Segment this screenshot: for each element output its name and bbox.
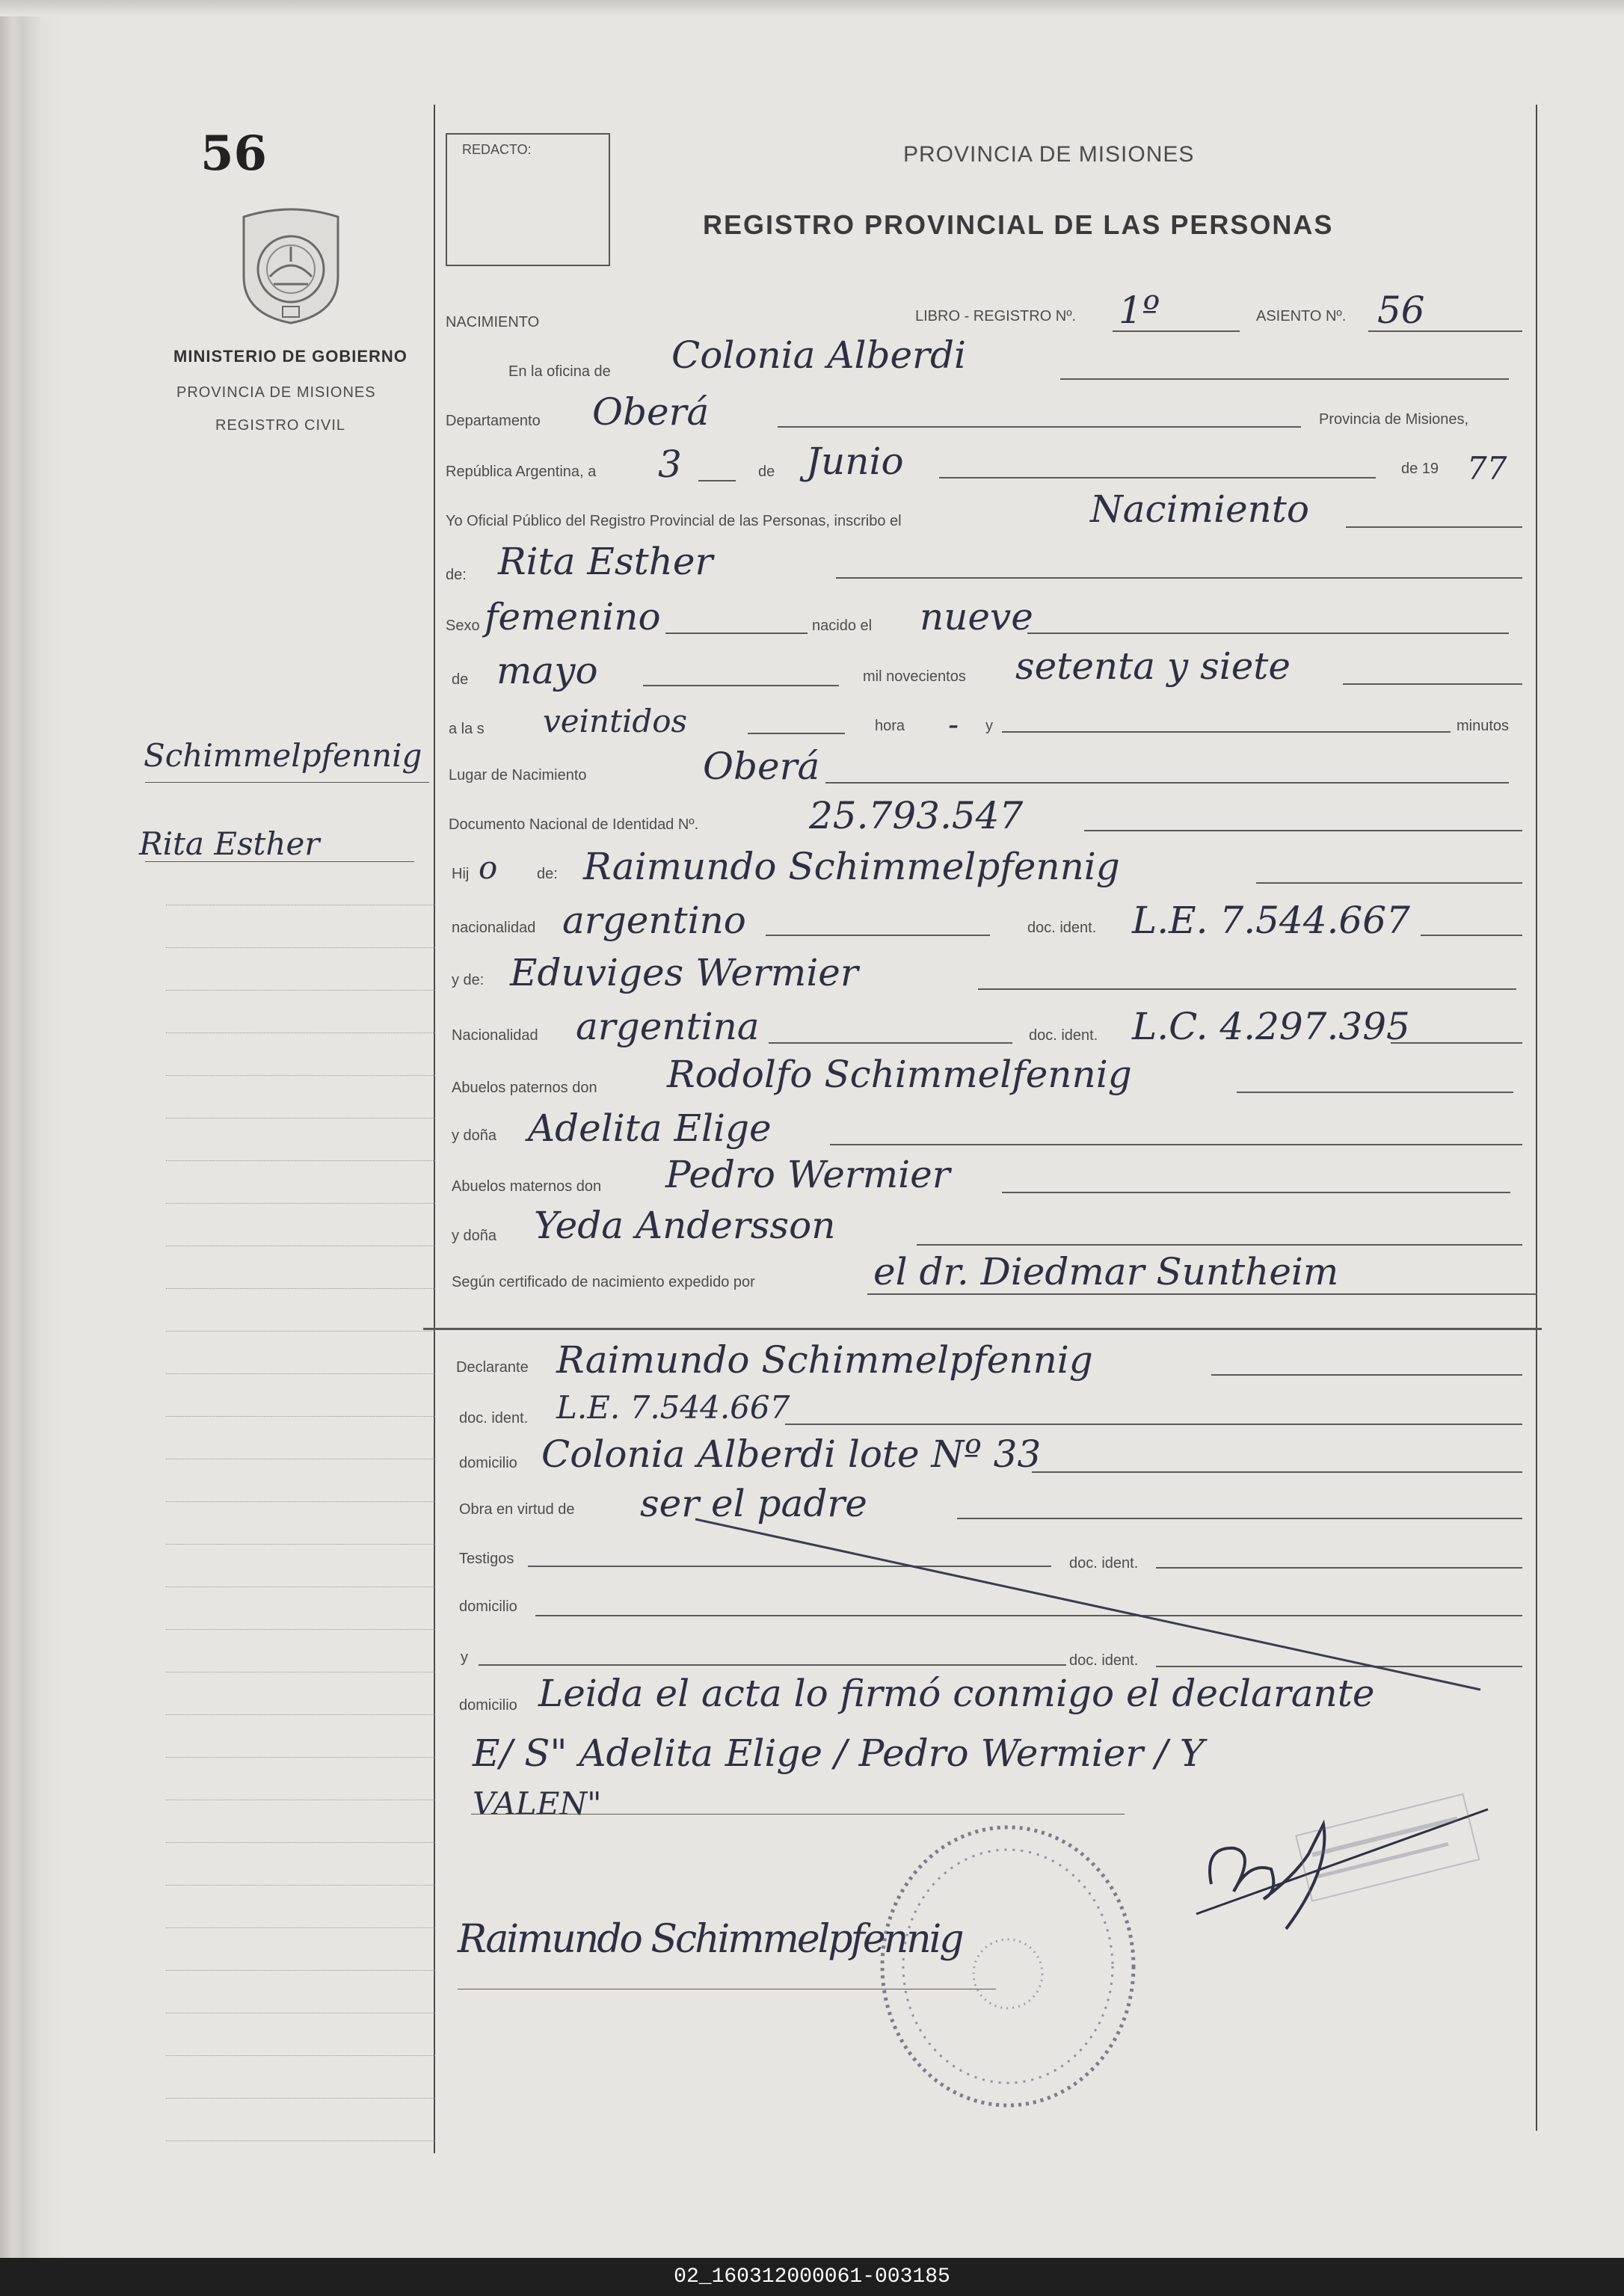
margin-note-surname: Schimmelpfennig xyxy=(144,737,422,774)
value-abuela-paterna: Adelita Elige xyxy=(528,1107,772,1150)
value-abuelo-paterno: Rodolfo Schimmelfennig xyxy=(667,1053,1132,1096)
value-declarante-doc: L.E. 7.544.667 xyxy=(556,1389,790,1426)
label-abuelos-maternos: Abuelos maternos don xyxy=(452,1178,602,1195)
label-nacimiento: NACIMIENTO xyxy=(446,314,540,330)
value-madre: Eduviges Wermier xyxy=(510,951,858,994)
label-nacido: nacido el xyxy=(812,618,873,634)
label-doc-ident4: doc. ident. xyxy=(1069,1555,1139,1572)
value-libro: 1º xyxy=(1119,289,1160,332)
label-y-dona2: y doña xyxy=(452,1228,497,1244)
value-nacido-anio: setenta y siete xyxy=(1015,644,1291,688)
label-anio: de 19 xyxy=(1401,461,1439,477)
value-padre-doc: L.E. 7.544.667 xyxy=(1132,899,1410,942)
label-doc-ident: doc. ident. xyxy=(1027,920,1097,936)
value-sexo: femenino xyxy=(485,595,661,638)
value-dni: 25.793.547 xyxy=(809,794,1024,837)
value-nombre: Rita Esther xyxy=(498,540,713,583)
value-padre: Raimundo Schimmelpfennig xyxy=(583,845,1120,888)
label-libro: LIBRO - REGISTRO Nº. xyxy=(915,308,1077,324)
value-anio: 77 xyxy=(1467,450,1507,487)
value-madre-nacionalidad: argentina xyxy=(576,1005,760,1048)
label-oficial: Yo Oficial Público del Registro Provincial de las Personas, inscribo el xyxy=(446,513,902,529)
label-alas: a la s xyxy=(449,721,485,737)
value-padre-nacionalidad: argentino xyxy=(562,899,746,942)
line xyxy=(471,1814,1125,1815)
header-province: PROVINCIA DE MISIONES xyxy=(903,142,1195,167)
label-domicilio: domicilio xyxy=(459,1455,517,1471)
label-nacionalidad: nacionalidad xyxy=(452,920,536,936)
value-abuelo-materno: Pedro Wermier xyxy=(665,1153,950,1196)
value-abuela-materna: Yeda Andersson xyxy=(534,1204,836,1247)
value-minutos: - xyxy=(948,706,959,742)
value-mes: Junio xyxy=(806,440,904,483)
label-minutos: minutos xyxy=(1457,718,1510,734)
label-de-nombre: de: xyxy=(446,567,467,583)
label-nacionalidad2: Nacionalidad xyxy=(452,1027,538,1044)
label-oficina: En la oficina de xyxy=(508,363,611,380)
value-asiento: 56 xyxy=(1377,289,1425,332)
label-lugar: Lugar de Nacimiento xyxy=(449,767,587,784)
value-certificado: el dr. Diedmar Suntheim xyxy=(873,1250,1339,1293)
declarant-signature: Raimundo Schimmelpfennig xyxy=(458,1917,962,1962)
document-page: 56 MINISTERIO DE GOBIERNO PROVINCIA DE MISIONES REGISTRO CIVIL Schimmelpfennig Rita Esther REDACTO: PROVINCIA DE MISIONES REGISTRO PROVINCIAL DE LAS PERSONAS NACIMIENTO LIBRO - REGISTRO Nº. 1º ASIENTO Nº. 56 En la oficina de Colonia Alberdi Departamento Oberá Provincia de Misiones, República Argentina, a 3 de Junio de 19 77 Yo Oficial Público del Registro Provincial de las Personas, inscribo el Nacimiento de: Rita Esther Sexo femenino nacido el nueve de mayo mil novecientos setenta y siete a la s veintidos hora - y minutos Lugar de Nacimiento Oberá Documento Nacional de Identidad Nº. 25.793.547 Hij o de: Raimundo Schimmelpfennig nacionalidad argentino doc. ident. L.E. 7.544.667 y de: Eduviges Wermier Nacionalidad argentina doc. ident. L.C. 4.297.395 Abuelos paternos don Rodolfo Schimmelfennig y doña Adelita Elige Abuelos maternos don Pedro Wermier y doña Yeda Andersson Según certificado de nacimiento expedido por el dr. Diedmar Suntheim Declarante Raimundo Schimmelpfennig doc. ident. L.E. 7.544.667 domicilio Colonia Alberdi lote Nº 33 Obra en virtud de ser el padre Testigos doc. ident. domicilio y doc. ident. domicilio Leida el acta lo firmó conmigo el declarante E/ S" Adelita Elige / Pedro Wermier / Y VALEN" Raimundo Schimmelpfennig xyxy=(0,0,1624,2258)
image-id-footer: 02_160312000061-003185 xyxy=(0,2258,1624,2296)
value-madre-doc: L.C. 4.297.395 xyxy=(1132,1005,1410,1048)
value-nacido-dia: nueve xyxy=(920,595,1033,638)
label-domicilio3: domicilio xyxy=(459,1697,517,1714)
value-acto: Nacimiento xyxy=(1090,487,1309,531)
label-hijo-de: de: xyxy=(537,866,558,882)
label-doc-ident5: doc. ident. xyxy=(1069,1652,1139,1669)
label-segun: Según certificado de nacimiento expedido por xyxy=(452,1274,755,1290)
label-sexo: Sexo xyxy=(446,618,480,634)
margin-note-names: Rita Esther xyxy=(139,825,320,862)
label-asiento: ASIENTO Nº. xyxy=(1256,308,1347,324)
value-departamento: Oberá xyxy=(592,390,710,434)
value-dia: 3 xyxy=(658,443,682,486)
official-signature-icon xyxy=(1189,1764,1518,1959)
label-documento: Documento Nacional de Identidad Nº. xyxy=(449,816,699,833)
label-y2: y xyxy=(461,1649,468,1666)
label-departamento: Departamento xyxy=(446,413,541,429)
label-doc-ident3: doc. ident. xyxy=(459,1410,529,1426)
redacto-box: REDACTO: xyxy=(446,133,610,266)
value-hora: veintidos xyxy=(543,703,688,739)
header-registry: REGISTRO PROVINCIAL DE LAS PERSONAS xyxy=(703,209,1334,240)
label-de-mes-registro: de xyxy=(758,464,775,480)
value-declarante: Raimundo Schimmelpfennig xyxy=(556,1338,1093,1382)
label-de-mes: de xyxy=(452,671,469,688)
page-number: 56 xyxy=(200,126,268,182)
value-nacido-mes: mayo xyxy=(496,649,598,692)
value-hijo-letra: o xyxy=(479,849,498,886)
value-declarante-domicilio: Colonia Alberdi lote Nº 33 xyxy=(541,1432,1042,1476)
label-doc-ident2: doc. ident. xyxy=(1029,1027,1098,1044)
label-obra: Obra en virtud de xyxy=(459,1501,575,1518)
label-declarante: Declarante xyxy=(456,1359,529,1376)
value-cierre-2: E/ S" Adelita Elige / Pedro Wermier / Y xyxy=(473,1732,1205,1775)
value-oficina: Colonia Alberdi xyxy=(671,333,966,377)
official-stamp-icon xyxy=(875,1817,1141,2116)
label-abuelos-paternos: Abuelos paternos don xyxy=(452,1080,597,1096)
label-y: y xyxy=(985,718,993,734)
value-cierre-1: Leida el acta lo firmó conmigo el declarante xyxy=(538,1672,1375,1715)
label-y-dona: y doña xyxy=(452,1127,497,1144)
value-lugar: Oberá xyxy=(703,745,820,788)
civil-registry-label: REGISTRO CIVIL xyxy=(215,417,346,434)
ministry-label: MINISTERIO DE GOBIERNO xyxy=(173,347,407,366)
value-obra: ser el padre xyxy=(640,1482,867,1525)
label-republica: República Argentina, a xyxy=(446,464,597,480)
label-hora: hora xyxy=(875,718,905,734)
label-domicilio2: domicilio xyxy=(459,1598,517,1615)
label-mil: mil novecientos xyxy=(863,668,966,685)
label-provincia: Provincia de Misiones, xyxy=(1319,411,1469,428)
label-testigos: Testigos xyxy=(459,1551,514,1567)
value-cierre-3: VALEN" xyxy=(473,1785,602,1822)
left-province-label: PROVINCIA DE MISIONES xyxy=(176,384,376,401)
label-y-de: y de: xyxy=(452,972,485,988)
